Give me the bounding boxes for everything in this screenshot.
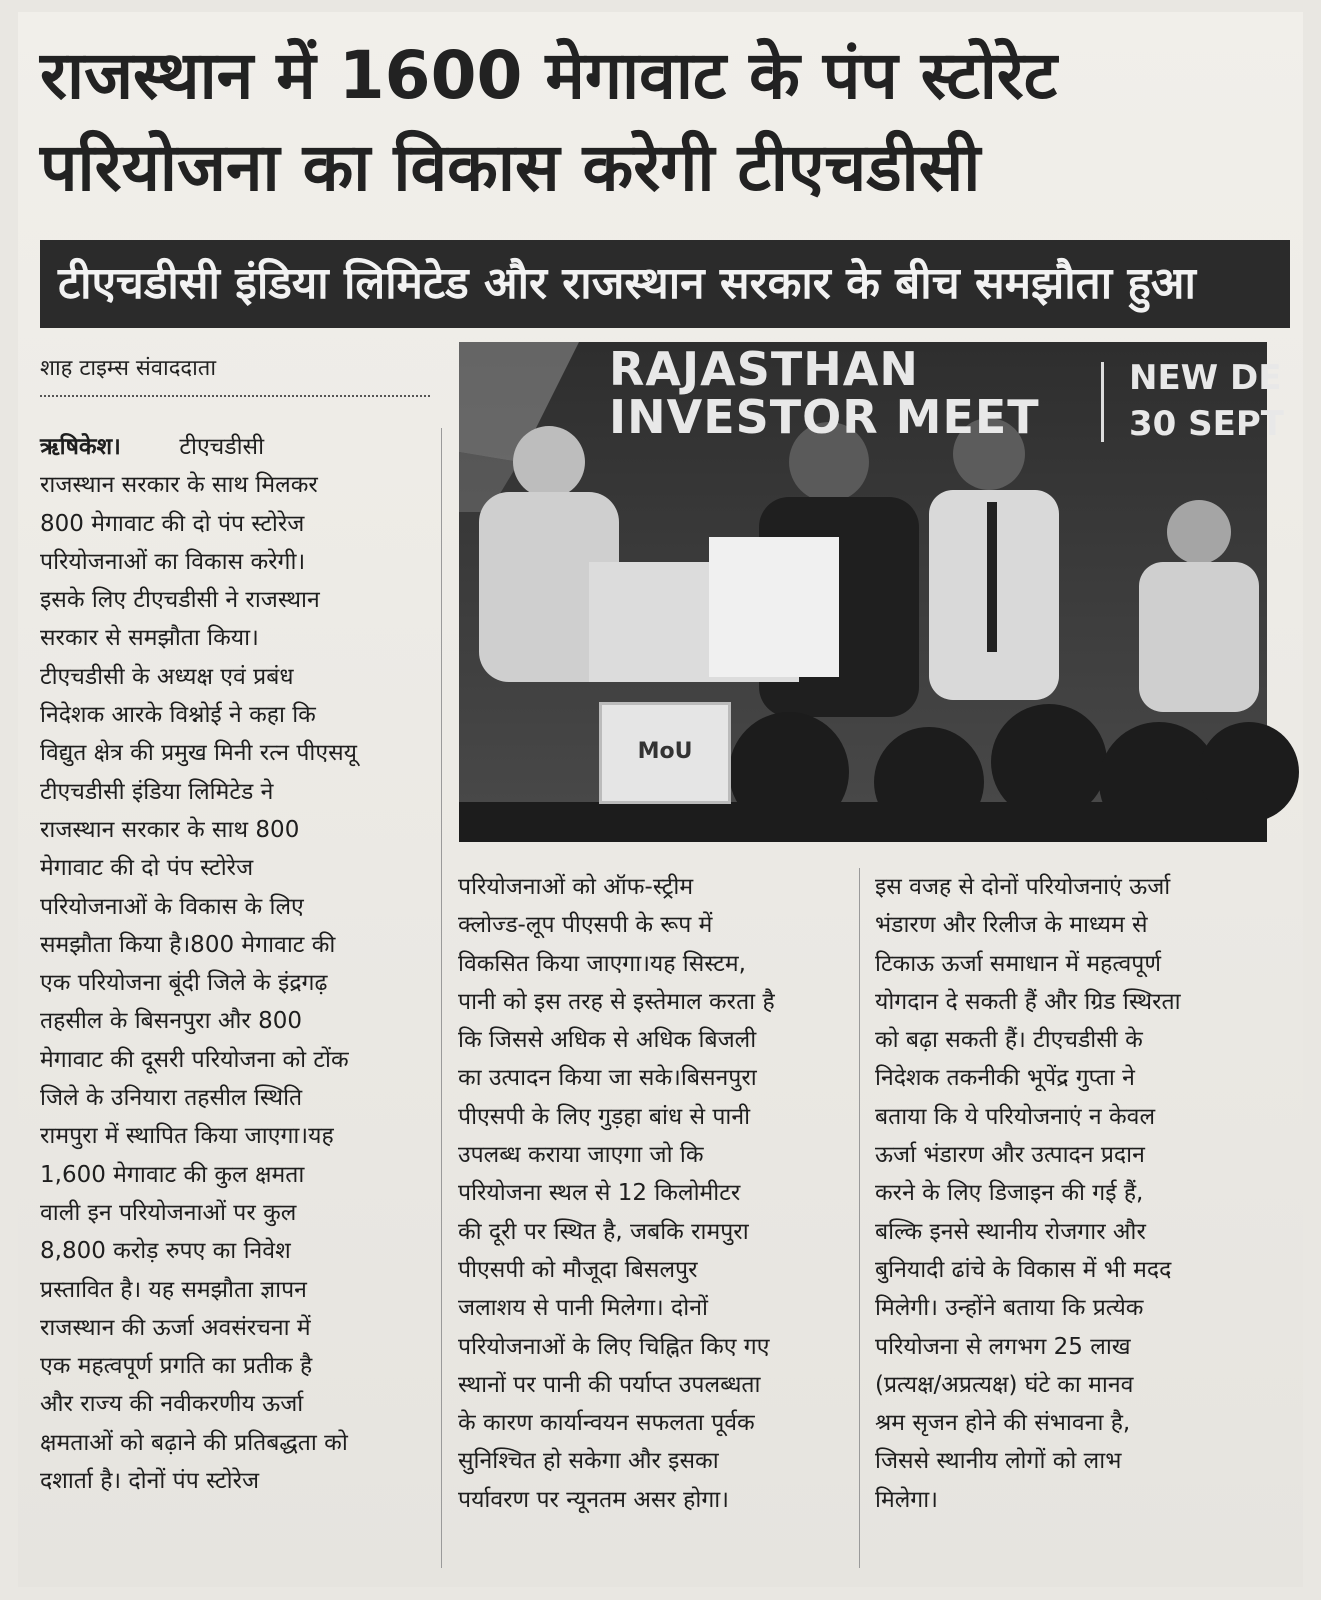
article-line: बल्कि इनसे स्थानीय रोजगार और: [875, 1218, 1146, 1245]
article-line: और राज्य की नवीकरणीय ऊर्जा: [40, 1391, 304, 1418]
article-line: मेगावाट की दूसरी परियोजना को टोंक: [40, 1046, 349, 1073]
article-line: भंडारण और रिलीज के माध्यम से: [875, 912, 1148, 939]
article-line: मिलेगा।: [875, 1486, 938, 1513]
article-line: स्थानों पर पानी की पर्याप्त उपलब्धता: [458, 1371, 761, 1398]
banner-location: NEW DE: [1129, 358, 1282, 398]
mou-label: MoU: [637, 739, 693, 764]
article-line: के कारण कार्यान्वयन सफलता पूर्वक: [458, 1410, 755, 1437]
article-line: परियोजनाओं का विकास करेगी।: [40, 548, 306, 575]
byline: शाह टाइम्स संवाददाता: [40, 356, 217, 381]
article-line: क्षमताओं को बढ़ाने की प्रतिबद्धता को: [40, 1429, 348, 1456]
banner-title-line-1: RAJASTHAN: [609, 342, 919, 396]
dateline: ऋषिकेश।: [40, 434, 121, 460]
article-line: [40, 428, 425, 466]
article-line: पानी को इस तरह से इस्तेमाल करता है: [458, 988, 775, 1015]
article-line: की दूरी पर स्थित है, जबकि रामपुरा: [458, 1218, 749, 1245]
column-rule-1: [441, 428, 442, 1568]
article-line: ऊर्जा भंडारण और उत्पादन प्रदान: [875, 1142, 1145, 1169]
article-line: राजस्थान सरकार के साथ मिलकर: [40, 472, 318, 499]
article-line: परियोजनाओं के विकास के लिए: [40, 893, 304, 920]
column-rule-2: [859, 868, 860, 1568]
article-line: पीएसपी के लिए गुड़हा बांध से पानी: [458, 1103, 751, 1130]
article-line: विकसित किया जाएगा।यह सिस्टम,: [458, 950, 746, 977]
article-line: राजस्थान की ऊर्जा अवसंरचना में: [40, 1314, 311, 1341]
article-line: टीएचडीसी के अध्यक्ष एवं प्रबंध: [40, 663, 294, 690]
article-line: इसके लिए टीएचडीसी ने राजस्थान: [40, 587, 320, 614]
article-line: राजस्थान सरकार के साथ 800: [40, 816, 300, 843]
banner-separator: [1101, 362, 1104, 442]
mou-card: [599, 702, 731, 804]
article-line: विद्युत क्षेत्र की प्रमुख मिनी रत्न पीएसयू: [40, 740, 357, 767]
article-line: परियोजना से लगभग 25 लाख: [875, 1333, 1131, 1360]
headline-line-2: परियोजना का विकास करेगी टीएचडीसी: [40, 129, 981, 206]
article-line: मिलेगी। उन्होंने बताया कि प्रत्येक: [875, 1295, 1144, 1322]
article-line: सुनिश्चित हो सकेगा और इसका: [458, 1448, 719, 1475]
headline-line-1: राजस्थान में 1600 मेगावाट के पंप स्टोरेट: [40, 37, 1058, 114]
article-line: परियोजना स्थल से 12 किलोमीटर: [458, 1180, 741, 1207]
article-line: निदेशक तकनीकी भूपेंद्र गुप्ता ने: [875, 1065, 1135, 1092]
article-line: परियोजनाओं के लिए चिह्नित किए गए: [458, 1333, 770, 1360]
article-line: योगदान दे सकती हैं और ग्रिड स्थिरता: [875, 988, 1181, 1015]
article-line: कि जिससे अधिक से अधिक बिजली: [458, 1027, 757, 1054]
article-column-3: [875, 868, 1267, 1519]
article-line: का उत्पादन किया जा सके।बिसनपुरा: [458, 1065, 757, 1092]
article-line: करने के लिए डिजाइन की गई हैं,: [875, 1180, 1144, 1207]
article-line: निदेशक आरके विश्नोई ने कहा कि: [40, 702, 316, 729]
article-line: क्लोज्ड-लूप पीएसपी के रूप में: [458, 912, 713, 939]
article-line: जलाशय से पानी मिलेगा। दोनों: [458, 1295, 708, 1322]
article-line: समझौता किया है।800 मेगावाट की: [40, 931, 336, 958]
document-held-2: [709, 537, 839, 677]
article-line: टीएचडीसी इंडिया लिमिटेड ने: [40, 778, 274, 805]
article-line: सरकार से समझौता किया।: [40, 625, 259, 652]
article-line: जिले के उनियारा तहसील स्थिति: [40, 1085, 303, 1112]
banner-title-line-2: INVESTOR MEET: [609, 390, 1040, 444]
article-line: परियोजनाओं को ऑफ-स्ट्रीम: [458, 874, 694, 900]
byline-divider: [40, 395, 430, 397]
article-line: श्रम सृजन होने की संभावना है,: [875, 1410, 1131, 1437]
article-line: टिकाऊ ऊर्जा समाधान में महत्वपूर्ण: [875, 950, 1161, 977]
subheadline-bar: [40, 240, 1290, 328]
article-line: पर्यावरण पर न्यूनतम असर होगा।: [458, 1486, 729, 1513]
article-line: इस वजह से दोनों परियोजनाएं ऊर्जा: [875, 874, 1171, 900]
article-line: जिससे स्थानीय लोगों को लाभ: [875, 1448, 1122, 1475]
article-line: बुनियादी ढांचे के विकास में भी मदद: [875, 1256, 1172, 1283]
article-line: रामपुरा में स्थापित किया जाएगा।यह: [40, 1123, 334, 1150]
banner-date: 30 SEPT: [1129, 404, 1284, 444]
article-column-2: [458, 868, 843, 1519]
article-line: 1,600 मेगावाट की कुल क्षमता: [40, 1161, 305, 1188]
article-line: 800 मेगावाट की दो पंप स्टोरेज: [40, 510, 305, 537]
article-line: पीएसपी को मौजूदा बिसलपुर: [458, 1256, 698, 1283]
article-line: वाली इन परियोजनाओं पर कुल: [40, 1199, 297, 1226]
article-line: को बढ़ा सकती हैं। टीएचडीसी के: [875, 1027, 1143, 1054]
article-line: दशार्ता है। दोनों पंप स्टोरेज: [40, 1468, 260, 1495]
article-line: एक महत्वपूर्ण प्रगति का प्रतीक है: [40, 1353, 313, 1380]
headline: [40, 30, 1280, 214]
article-line: मेगावाट की दो पंप स्टोरेज: [40, 855, 254, 882]
article-line: उपलब्ध कराया जाएगा जो कि: [458, 1142, 704, 1169]
article-line: प्रस्तावित है। यह समझौता ज्ञापन: [40, 1276, 307, 1303]
subheadline: टीएचडीसी इंडिया लिमिटेड और राजस्थान सरकार के बीच समझौता हुआ: [58, 258, 1196, 309]
article-line: 8,800 करोड़ रुपए का निवेश: [40, 1238, 291, 1265]
news-photo: [459, 342, 1284, 842]
article-column-1: [40, 428, 425, 1500]
article-line: एक परियोजना बूंदी जिले के इंद्रगढ़: [40, 970, 328, 997]
article-text: टीएचडीसी: [179, 434, 265, 460]
article-line: बताया कि ये परियोजनाएं न केवल: [875, 1103, 1156, 1130]
article-line: तहसील के बिसनपुरा और 800: [40, 1008, 302, 1035]
article-line: (प्रत्यक्ष/अप्रत्यक्ष) घंटे का मानव: [875, 1371, 1134, 1398]
